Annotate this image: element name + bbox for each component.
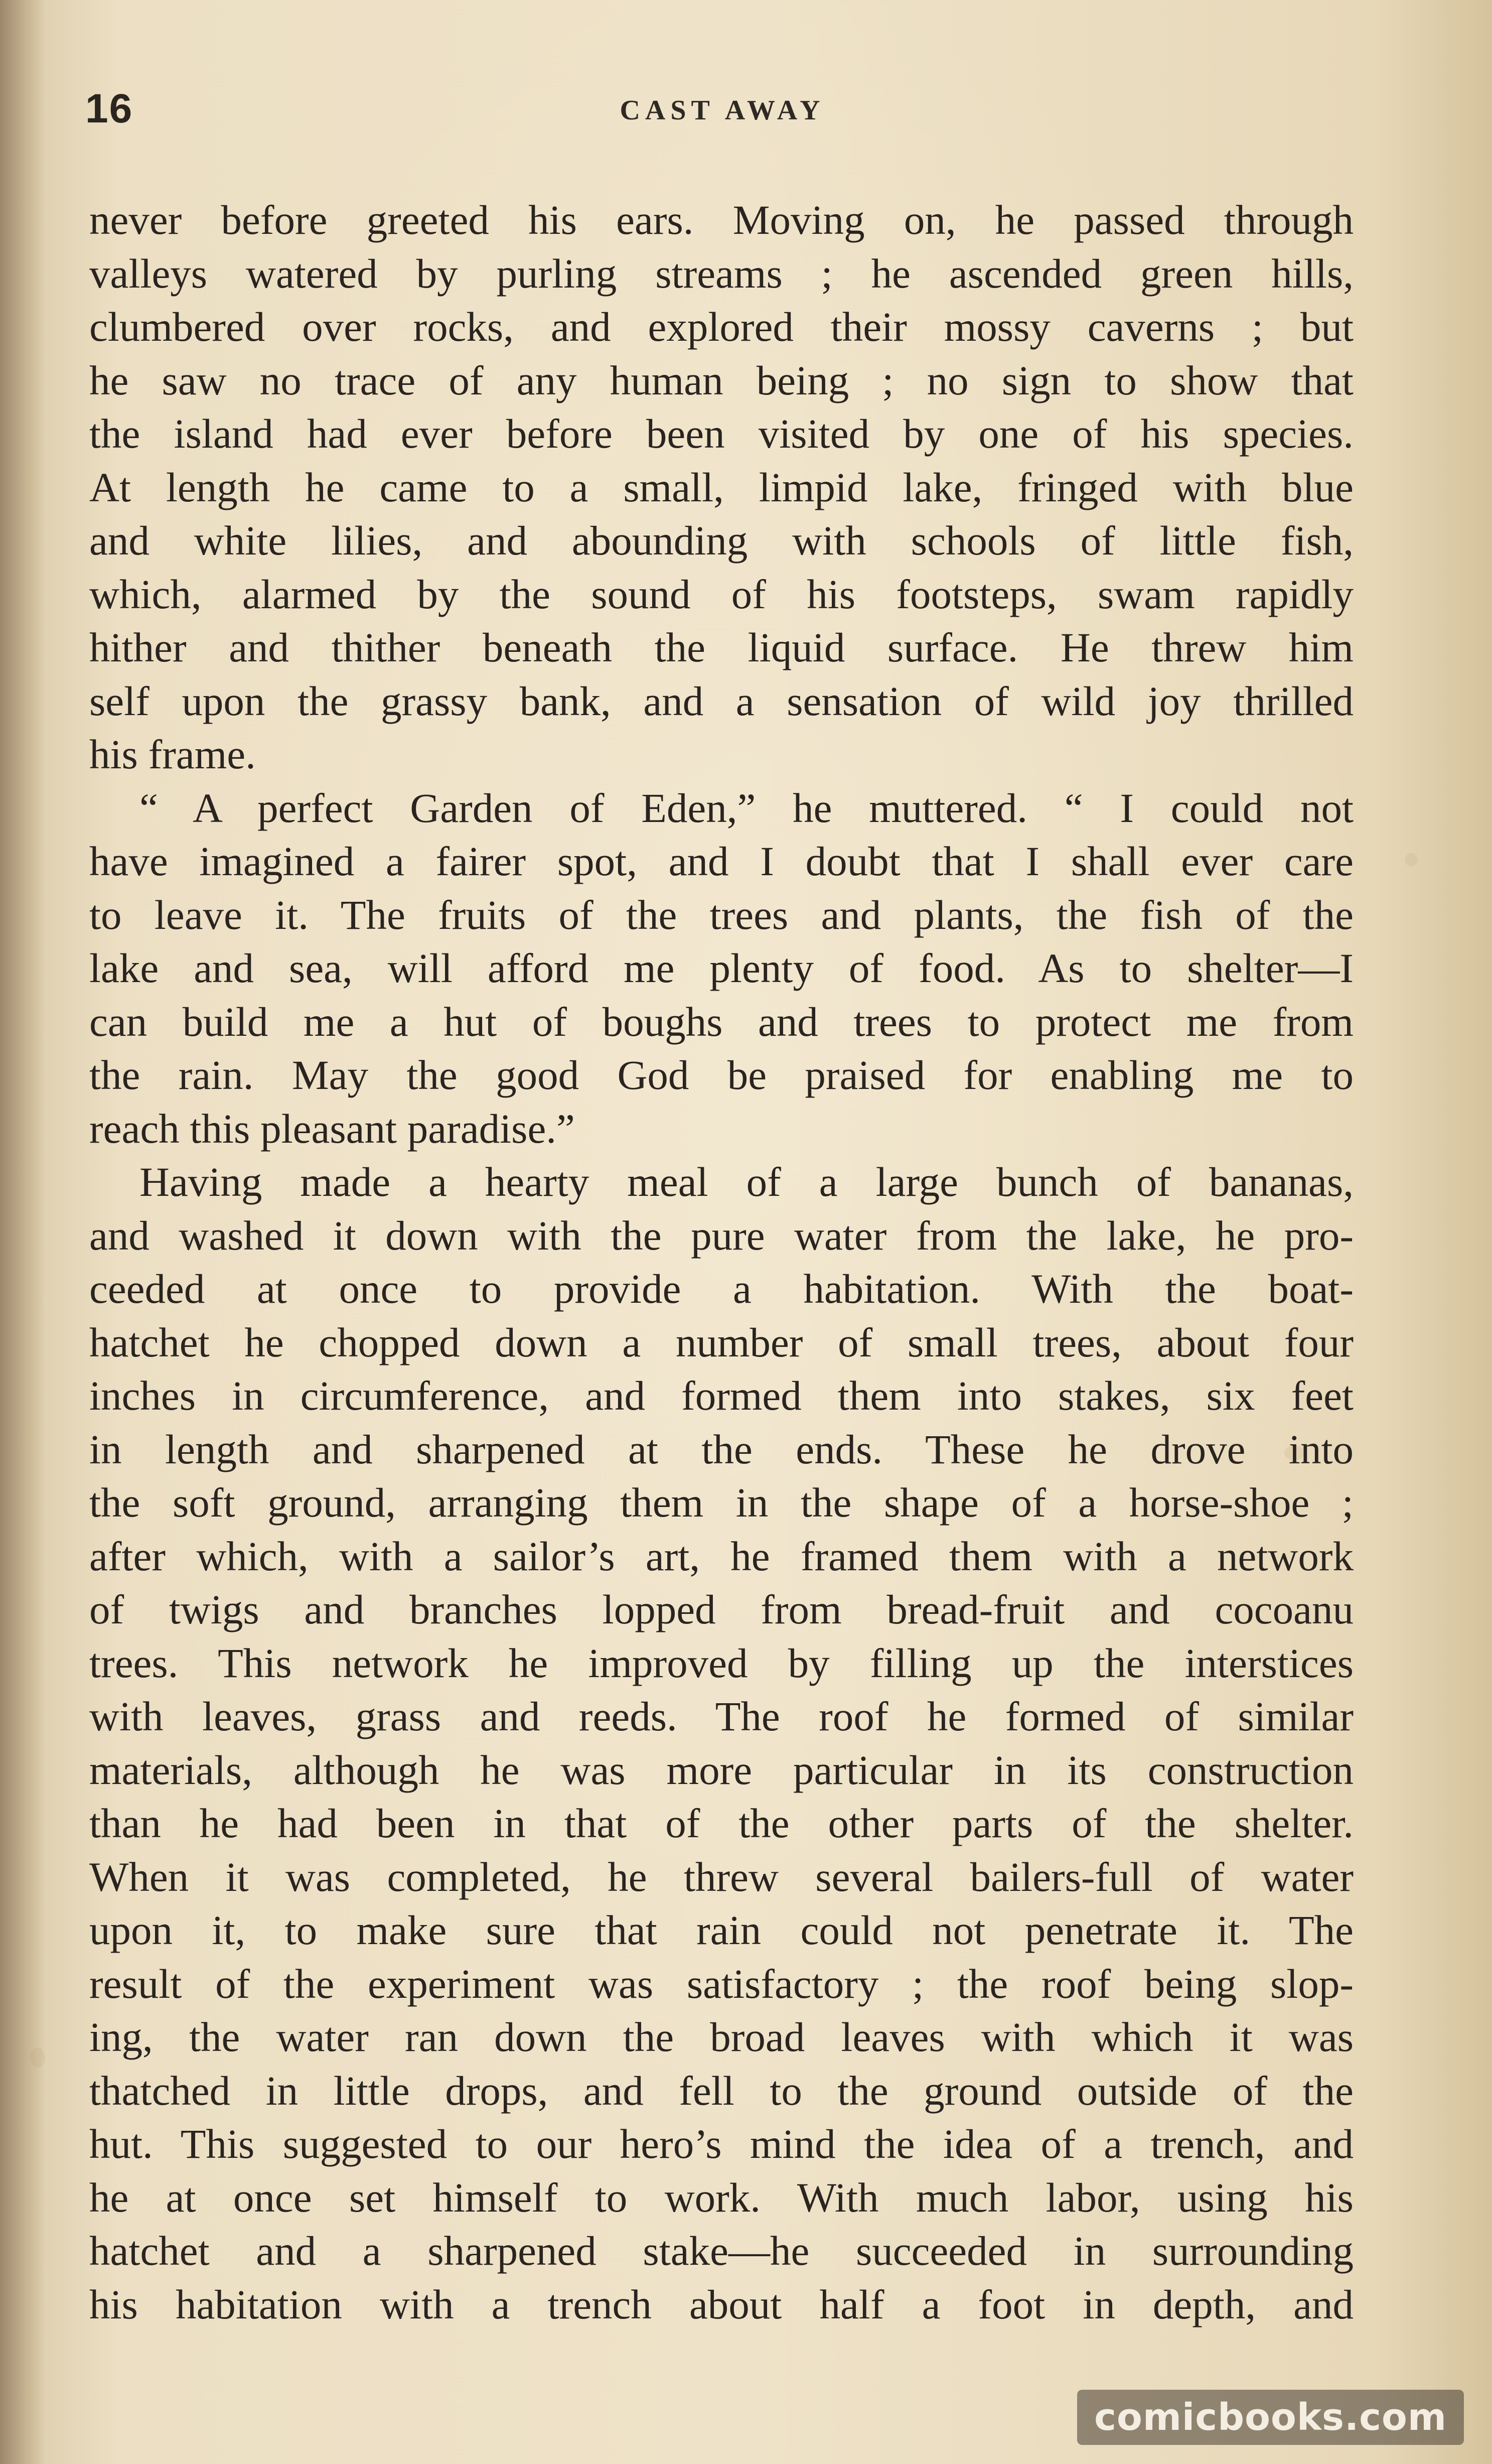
text-line: When it was completed, he threw several bailers-full of water bbox=[89, 1853, 1354, 1900]
body-text bbox=[89, 193, 1354, 2331]
text-line: inches in circumference, and formed them into stakes, six feet bbox=[89, 1373, 1354, 1419]
text-line: and washed it down with the pure water from the lake, he pro- bbox=[89, 1212, 1354, 1259]
text-line: he saw no trace of any human being ; no sign to show that bbox=[89, 357, 1354, 403]
page-number: 16 bbox=[85, 86, 133, 131]
text-line: of twigs and branches lopped from bread-fruit and cocoanu bbox=[89, 1586, 1354, 1632]
text-line: thatched in little drops, and fell to the ground outside of the bbox=[89, 2067, 1354, 2114]
text-line: hatchet and a sharpened stake—he succeeded in surrounding bbox=[89, 2228, 1354, 2274]
text-line: can build me a hut of boughs and trees to protect me from bbox=[89, 998, 1354, 1045]
text-line: hatchet he chopped down a number of small trees, about four bbox=[89, 1319, 1354, 1365]
text-line: lake and sea, will afford me plenty of food. As to shelter—I bbox=[89, 945, 1354, 991]
text-line: self upon the grassy bank, and a sensation of wild joy thrilled bbox=[89, 677, 1354, 724]
page-header bbox=[85, 85, 1360, 141]
text-line: result of the experiment was satisfactory ; the roof being slop- bbox=[89, 1960, 1354, 2007]
text-line: clumbered over rocks, and explored their mossy caverns ; but bbox=[89, 304, 1354, 350]
text-line: Having made a hearty meal of a large bunch of bananas, bbox=[139, 1159, 1354, 1205]
text-line: after which, with a sailor’s art, he framed them with a network bbox=[89, 1533, 1354, 1579]
text-line: hut. This suggested to our hero’s mind the idea of a trench, and bbox=[89, 2121, 1354, 2167]
text-line: his habitation with a trench about half a foot in depth, and bbox=[89, 2281, 1354, 2328]
text-line: with leaves, grass and reeds. The roof he formed of similar bbox=[89, 1693, 1354, 1739]
page-gutter-shadow bbox=[0, 0, 45, 2464]
text-line: the soft ground, arranging them in the shape of a horse-shoe ; bbox=[89, 1479, 1354, 1526]
running-head: CAST AWAY bbox=[620, 95, 825, 126]
text-line: in length and sharpened at the ends. These he drove into bbox=[89, 1426, 1354, 1472]
text-line: the island had ever before been visited by one of his species. bbox=[89, 410, 1354, 457]
text-line: to leave it. The fruits of the trees and plants, the fish of the bbox=[89, 891, 1354, 938]
text-line: and white lilies, and abounding with schools of little fish, bbox=[89, 517, 1354, 564]
watermark: comicbooks.com bbox=[1077, 2390, 1464, 2445]
text-line: upon it, to make sure that rain could not penetrate it. The bbox=[89, 1907, 1354, 1953]
text-line: At length he came to a small, limpid lake, fringed with blue bbox=[89, 464, 1354, 510]
text-line: trees. This network he improved by filling up the interstices bbox=[89, 1639, 1354, 1686]
paper-stain bbox=[30, 2047, 45, 2068]
text-line: ceeded at once to provide a habitation. With the boat- bbox=[89, 1266, 1354, 1312]
text-line: ing, the water ran down the broad leaves with which it was bbox=[89, 2014, 1354, 2060]
text-line: than he had been in that of the other parts of the shelter. bbox=[89, 1800, 1354, 1846]
text-line: have imagined a fairer spot, and I doubt that I shall ever care bbox=[89, 838, 1354, 884]
text-line: materials, although he was more particular in its construction bbox=[89, 1746, 1354, 1793]
text-line: “ A perfect Garden of Eden,” he muttered. “ I could not bbox=[139, 784, 1354, 831]
text-line: the rain. May the good God be praised for enabling me to bbox=[89, 1052, 1354, 1098]
text-line: which, alarmed by the sound of his footsteps, swam rapidly bbox=[89, 571, 1354, 617]
text-line: valleys watered by purling streams ; he ascended green hills, bbox=[89, 250, 1354, 297]
text-line: hither and thither beneath the liquid surface. He threw him bbox=[89, 624, 1354, 670]
paper-stain bbox=[1405, 853, 1418, 866]
text-line: reach this pleasant paradise.” bbox=[89, 1105, 575, 1152]
text-line: never before greeted his ears. Moving on, he passed through bbox=[89, 197, 1354, 243]
text-line: he at once set himself to work. With much labor, using his bbox=[89, 2174, 1354, 2221]
text-line: his frame. bbox=[89, 731, 256, 777]
